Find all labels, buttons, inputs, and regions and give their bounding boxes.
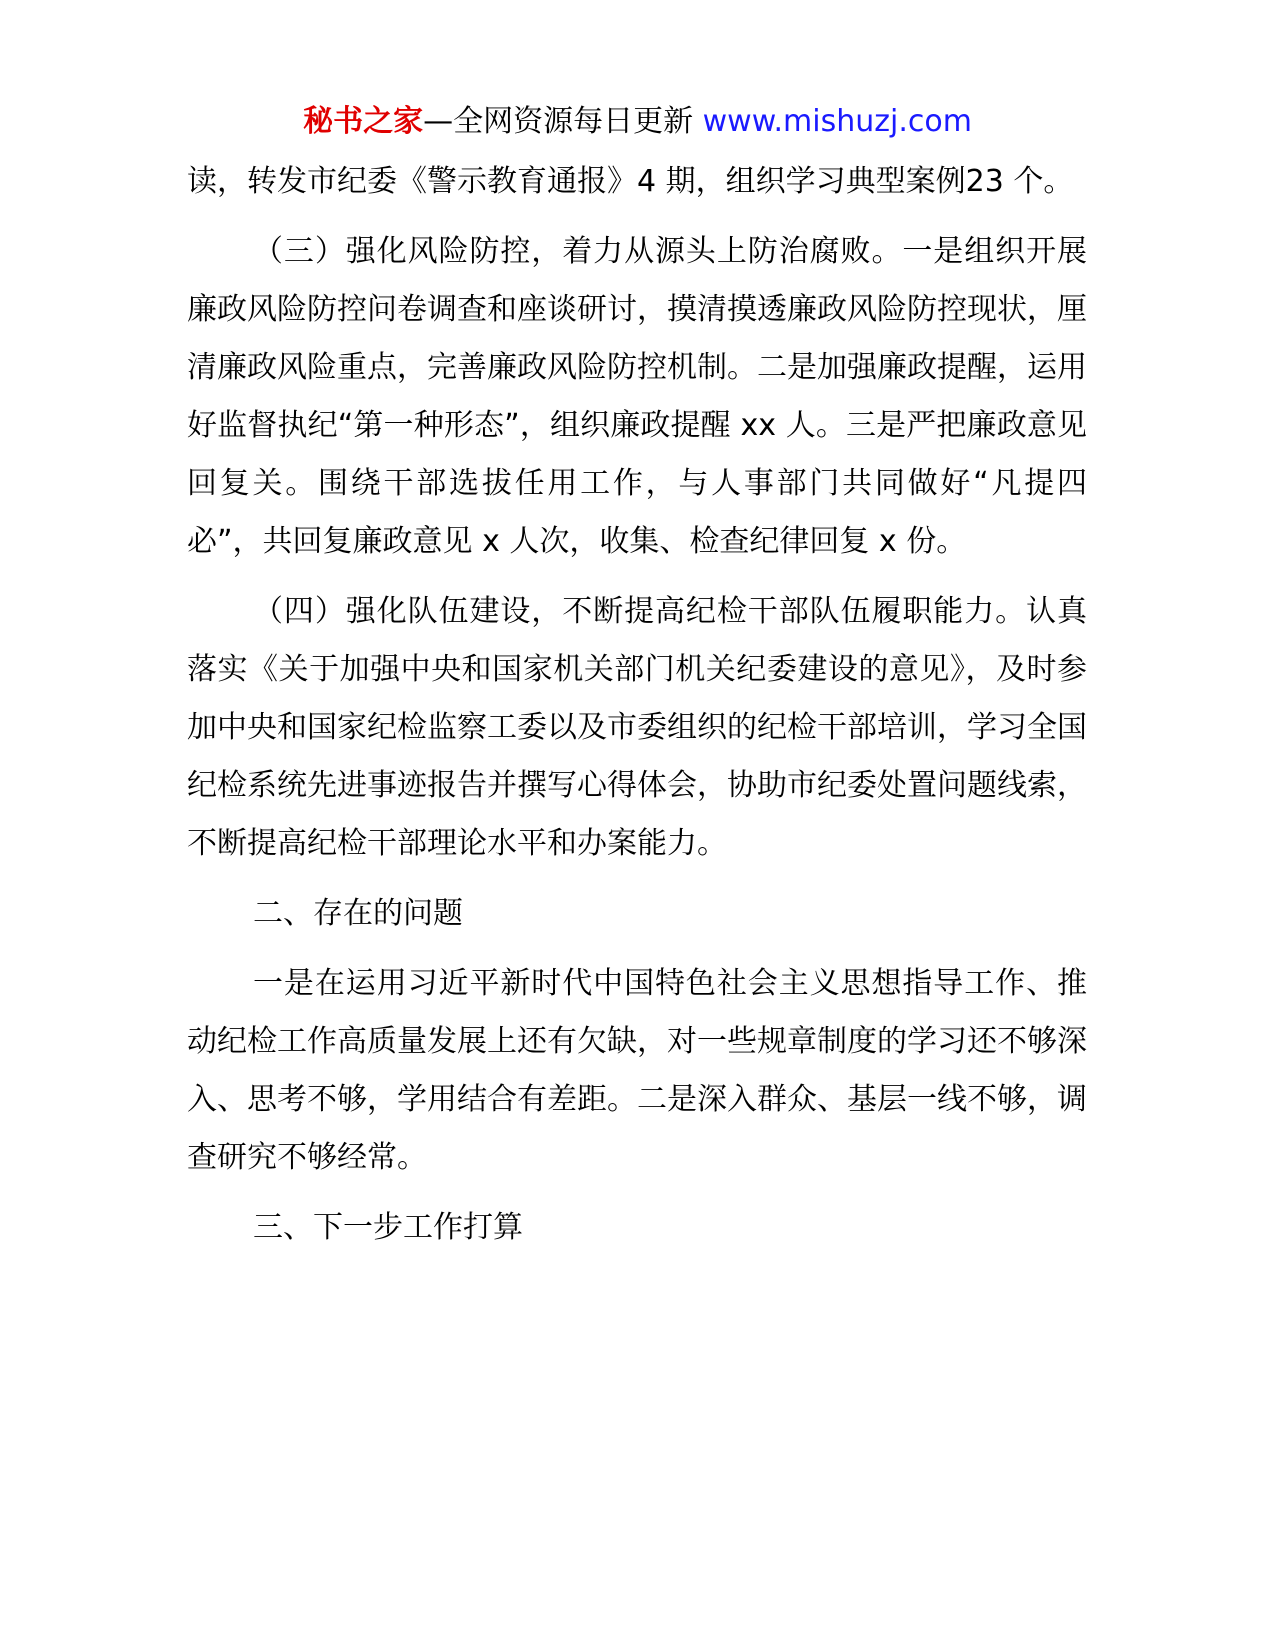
paragraph-risk-control: （三）强化风险防控，着力从源头上防治腐败。一是组织开展廉政风险防控问卷调查和座谈研讨，摸清摸透廉政风险防控现状，厘清廉政风险重点，完善廉政风险防控机制。二是加强廉政提醒，运用好监督执纪“第一种形态”，组织廉政提醒 xx 人。三是严把廉政意见回复关。围绕干部选拔任用工作，与人事部门共同做好“凡提四必”，共回复廉政意见 x 人次，收集、检查纪律回复 x 份。 [187,234,1087,559]
site-tagline: —全网资源每日更新 [423,104,703,139]
paragraph-team-building: （四）强化队伍建设，不断提高纪检干部队伍履职能力。认真落实《关于加强中央和国家机关部门机关纪委建设的意见》，及时参加中央和国家纪检监察工委以及市委组织的纪检干部培训，学习全国纪检系统先进事迹报告并撰写心得体会，协助市纪委处置问题线索，不断提高纪检干部理论水平和办案能力。 [187,594,1087,861]
section-heading-next-steps: 三、下一步工作打算 [253,1210,523,1245]
section-heading-problems: 二、存在的问题 [253,896,463,931]
paragraph-problems: 一是在运用习近平新时代中国特色社会主义思想指导工作、推动纪检工作高质量发展上还有欠缺，对一些规章制度的学习还不够深入、思考不够，学用结合有差距。二是深入群众、基层一线不够，调查研究不够经常。 [187,966,1087,1175]
paragraph-continuation: 读，转发市纪委《警示教育通报》4 期，组织学习典型案例23 个。 [187,164,1074,199]
site-url-link[interactable]: www.mishuzj.com [702,104,972,139]
document-body [187,153,1087,1269]
page-header [0,100,1275,144]
site-brand: 秘书之家 [303,104,424,139]
